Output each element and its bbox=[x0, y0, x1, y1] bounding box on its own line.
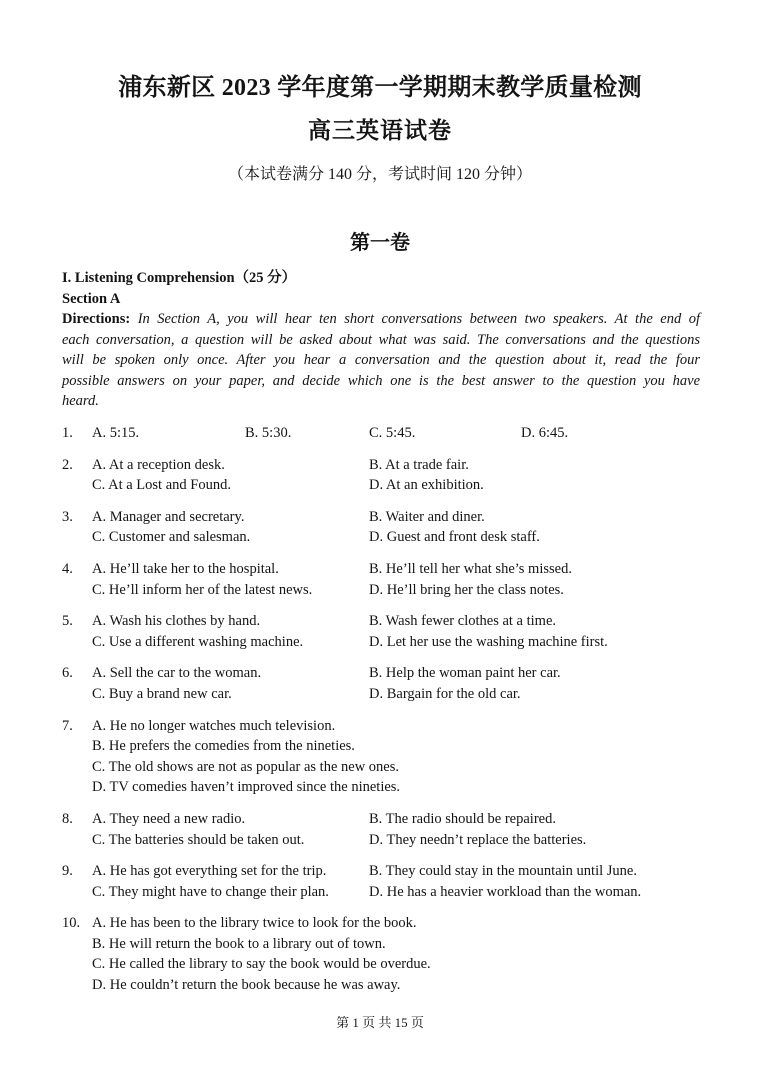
option-a: A. 5:15. bbox=[92, 425, 140, 441]
question-8 bbox=[62, 809, 702, 850]
question-number: 2. bbox=[62, 456, 73, 473]
option-a: A. At a reception desk. bbox=[92, 456, 225, 473]
option-d: D. He’ll bring her the class notes. bbox=[369, 581, 564, 598]
directions-line: each conversation, a question will be asked about what was said. The conversations and the questions bbox=[62, 331, 700, 348]
option-c: C. Use a different washing machine. bbox=[92, 633, 304, 650]
option-b: B. The radio should be repaired. bbox=[369, 810, 556, 827]
question-number: 3. bbox=[62, 508, 73, 525]
question-number: 5. bbox=[62, 613, 73, 630]
option-d: D. He has a heavier workload than the woman. bbox=[369, 883, 642, 900]
options bbox=[92, 809, 702, 850]
option-c: C. The batteries should be taken out. bbox=[92, 831, 305, 848]
options bbox=[92, 611, 702, 652]
exam-subtitle: 高三英语试卷 bbox=[308, 118, 452, 143]
question-number: 9. bbox=[62, 863, 73, 880]
options bbox=[92, 455, 702, 496]
directions-label: Directions: bbox=[62, 311, 131, 327]
option-a: A. Sell the car to the woman. bbox=[92, 665, 262, 682]
question-number: 6. bbox=[62, 665, 73, 682]
option-d: D. Guest and front desk staff. bbox=[369, 529, 540, 546]
question-1 bbox=[62, 423, 702, 444]
listening-part bbox=[62, 268, 700, 412]
question-6 bbox=[62, 663, 702, 704]
option-b: B. He will return the book to a library out of town. bbox=[92, 935, 386, 952]
options bbox=[92, 507, 702, 548]
question-number: 8. bbox=[62, 810, 73, 827]
section-heading: Section A bbox=[62, 290, 121, 307]
question-4 bbox=[62, 559, 702, 600]
volume-heading: 第一卷 bbox=[350, 232, 410, 254]
option-b: B. At a trade fair. bbox=[369, 456, 469, 473]
option-a: A. He has got everything set for the trip. bbox=[92, 863, 327, 880]
option-b: B. He’ll tell her what she’s missed. bbox=[369, 560, 572, 577]
question-3 bbox=[62, 507, 702, 548]
directions-line: possible answers on your paper, and decide which one is the best answer to the question you have bbox=[62, 372, 700, 389]
question-10 bbox=[62, 913, 702, 995]
directions-line bbox=[62, 309, 700, 330]
part-heading: I. Listening Comprehension（25 分） bbox=[62, 270, 297, 286]
option-d: D. At an exhibition. bbox=[369, 477, 484, 494]
question-7 bbox=[62, 716, 702, 798]
option-d: D. They needn’t replace the batteries. bbox=[369, 831, 587, 848]
option-c: C. Buy a brand new car. bbox=[92, 685, 232, 702]
option-d: D. He couldn’t return the book because he was away. bbox=[92, 977, 401, 994]
question-number: 10. bbox=[62, 915, 81, 932]
option-b: B. Wash fewer clothes at a time. bbox=[369, 613, 557, 630]
options bbox=[92, 559, 702, 600]
question-2 bbox=[62, 455, 702, 496]
directions-text: In Section A, you will hear ten short conversations between two speakers. At the end of bbox=[137, 311, 700, 327]
options bbox=[92, 861, 702, 902]
page-footer: 第 1 页 共 15 页 bbox=[336, 1015, 424, 1030]
option-a: A. He’ll take her to the hospital. bbox=[92, 560, 279, 577]
option-a: A. He no longer watches much television. bbox=[92, 717, 336, 734]
option-c: C. Customer and salesman. bbox=[92, 529, 251, 546]
option-a: A. Wash his clothes by hand. bbox=[92, 613, 261, 630]
directions bbox=[62, 309, 700, 412]
options bbox=[92, 716, 702, 798]
option-a: A. They need a new radio. bbox=[92, 810, 246, 827]
option-c: C. At a Lost and Found. bbox=[92, 477, 231, 494]
question-list bbox=[62, 423, 702, 1007]
options bbox=[92, 663, 702, 704]
option-c: C. 5:45. bbox=[369, 425, 416, 441]
option-d: D. 6:45. bbox=[521, 425, 569, 441]
option-d: D. Let her use the washing machine first. bbox=[369, 633, 608, 650]
options bbox=[92, 423, 702, 444]
option-c: C. The old shows are not as popular as the new ones. bbox=[92, 758, 399, 775]
exam-title: 浦东新区 2023 学年度第一学期期末教学质量检测 bbox=[118, 75, 642, 101]
option-b: B. 5:30. bbox=[245, 425, 292, 441]
options bbox=[92, 913, 702, 995]
question-number: 7. bbox=[62, 717, 73, 734]
question-number: 1. bbox=[62, 425, 73, 441]
option-a: A. Manager and secretary. bbox=[92, 508, 245, 525]
option-c: C. He’ll inform her of the latest news. bbox=[92, 581, 313, 598]
option-b: B. He prefers the comedies from the nineties. bbox=[92, 738, 355, 755]
directions-line: will be spoken only once. After you hear a conversation and the question about it, read the four bbox=[62, 352, 700, 368]
directions-line: heard. bbox=[62, 393, 99, 409]
option-d: D. Bargain for the old car. bbox=[369, 685, 521, 702]
question-5 bbox=[62, 611, 702, 652]
option-b: B. They could stay in the mountain until June. bbox=[369, 863, 637, 880]
exam-note: （本试卷满分 140 分，考试时间 120 分钟） bbox=[227, 166, 532, 183]
option-a: A. He has been to the library twice to look for the book. bbox=[92, 915, 417, 932]
option-b: B. Waiter and diner. bbox=[369, 508, 485, 525]
question-number: 4. bbox=[62, 560, 73, 577]
option-d: D. TV comedies haven’t improved since the nineties. bbox=[92, 779, 401, 796]
option-b: B. Help the woman paint her car. bbox=[369, 665, 561, 682]
question-9 bbox=[62, 861, 702, 902]
option-c: C. They might have to change their plan. bbox=[92, 883, 329, 900]
option-c: C. He called the library to say the book would be overdue. bbox=[92, 956, 431, 973]
